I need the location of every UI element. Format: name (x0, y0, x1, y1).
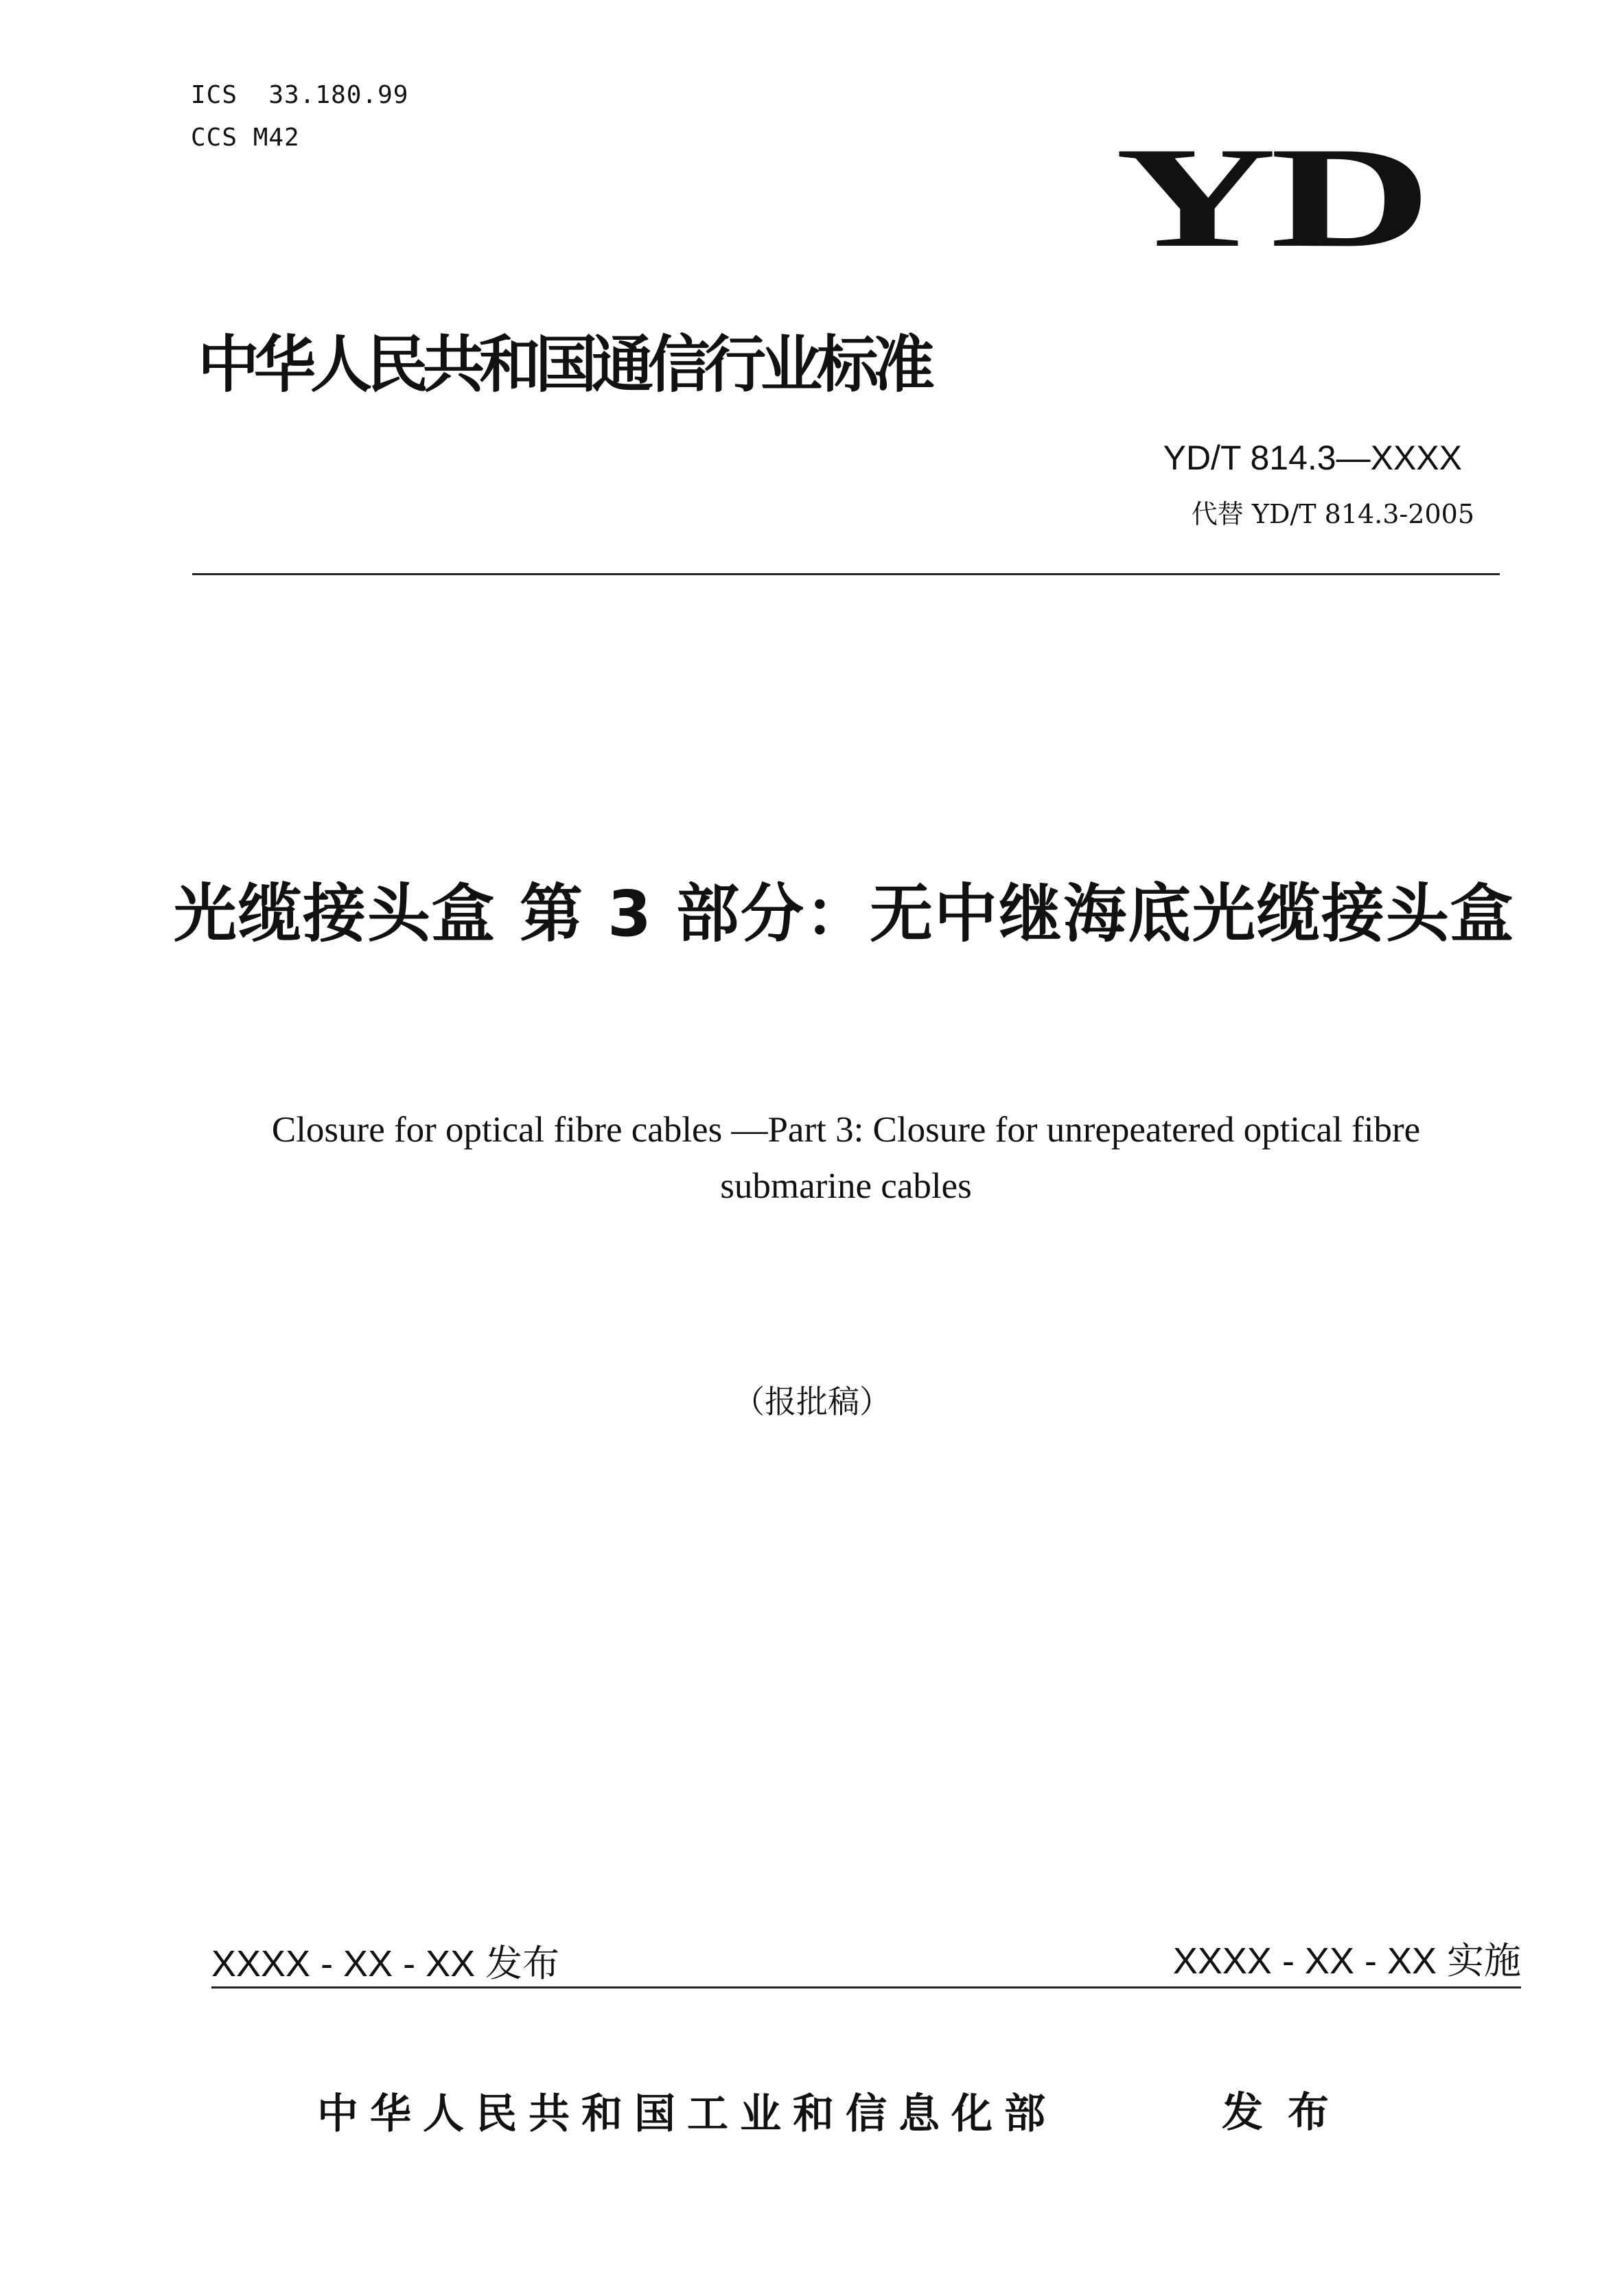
industry-standard-title: 中华人民共和国通信行业标准 (198, 329, 929, 401)
document-title-cn: 光缆接头盒 第 3 部分：无中继海底光缆接头盒 (173, 877, 1516, 951)
footer-divider (211, 1986, 1521, 1988)
header-divider (192, 573, 1500, 575)
ics-code: ICS 33.180.99 (191, 81, 409, 109)
draft-status: （报批稿） (733, 1383, 891, 1420)
yd-logo: YD (1115, 118, 1425, 277)
publish-date: XXXX - XX - XX 发布 (211, 1943, 560, 1984)
ccs-code: CCS M42 (191, 124, 300, 152)
implement-date: XXXX - XX - XX 实施 (1172, 1940, 1521, 1982)
document-title-en: Closure for optical fibre cables —Part 3: Closure for unrepeatered optical fibre submarine cables (271, 1110, 1421, 1206)
issue-label: 发布 (1222, 2089, 1354, 2137)
replaces-standard: 代替 YD/T 814.3-2005 (1191, 499, 1474, 529)
issuing-authority: 中华人民共和国工业和信息化部 (317, 2090, 1057, 2138)
standard-number: YD/T 814.3—XXXX (1163, 439, 1462, 477)
